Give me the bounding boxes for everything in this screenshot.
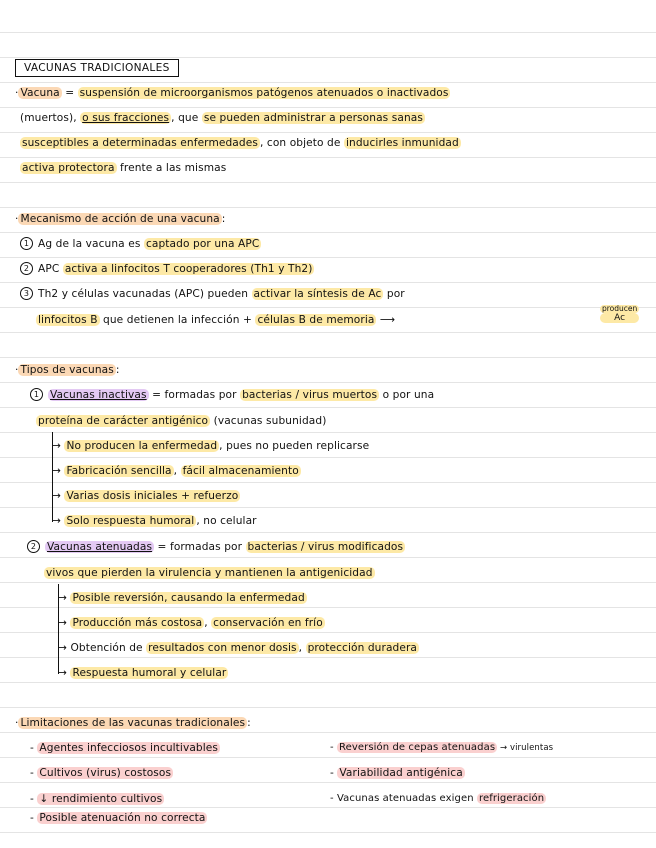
term-vacuna: Vacuna [20,87,60,99]
mechanism-step-1: 1 Ag de la vacuna es captado por una APC [20,237,261,251]
type-1-item: → No producen la enfermedad , pues no pueden replicarse [52,440,370,452]
arrow-right-icon: → [58,592,71,604]
mechanism-step-3-cont: linfocitos B que detienen la infección + células B de memoria ⟶ [38,314,396,326]
type-number: 2 [27,540,40,553]
produce-ac-note: producen Ac [602,304,638,323]
arrow-right-icon: → [52,515,65,527]
type-1-item: → Fabricación sencilla , fácil almacenamiento [52,465,299,477]
type-1-line-1: 1 Vacunas inactivas = formadas por bacterias / virus muertos o por una [30,388,434,402]
step-number: 3 [20,287,33,300]
type-2-item: → Posible reversión, causando la enfermedad [58,592,305,604]
definition-line-2: (muertos), o sus fracciones , que se pueden administrar a personas sanas [20,112,423,124]
type-2-item: → Producción más costosa , conservación en frío [58,617,323,629]
type-2-item: → Obtención de resultados con menor dosis , protección duradera [58,642,418,654]
limitation-right: - Vacunas atenuadas exigen refrigeración [330,793,545,804]
limitation-left: - Posible atenuación no correcta [30,812,206,824]
mechanism-step-2: 2 APC activa a linfocitos T cooperadores (Th1 y Th2) [20,262,314,276]
types-heading: · Tipos de vacunas : [15,364,120,376]
step-number: 1 [20,237,33,250]
step-number: 2 [20,262,33,275]
type-number: 1 [30,388,43,401]
type-1-line-2: proteína de carácter antigénico (vacunas subunidad) [38,415,327,427]
arrow-right-icon: ⟶ [379,314,396,326]
arrow-right-icon: → [58,642,71,654]
limitation-right: - Variabilidad antigénica [330,767,463,779]
definition-line-4: activa protectora frente a las mismas [22,162,227,174]
mechanism-heading: · Mecanismo de acción de una vacuna : [15,213,226,225]
arrow-right-icon: → [58,667,71,679]
arrow-right-icon: → [52,465,65,477]
type-2-line-2: vivos que pierden la virulencia y mantienen la antigenicidad [46,567,373,579]
page-title: VACUNAS TRADICIONALES [15,59,179,77]
type-2-line-1: 2 Vacunas atenuadas = formadas por bacterias / virus modificados [27,540,405,554]
definition-line-1: · Vacuna = suspensión de microorganismos patógenos atenuados o inactivados [15,87,449,99]
definition-line-3: susceptibles a determinadas enfermedades , con objeto de inducirles inmunidad [22,137,459,149]
limitations-heading: · Limitaciones de las vacunas tradicionales : [15,717,251,729]
limitation-left: - ↓ rendimiento cultivos [30,793,163,805]
type-2-name: Vacunas atenuadas [47,541,153,553]
arrow-right-icon: → [52,440,65,452]
type-2-item: → Respuesta humoral y celular [58,667,227,679]
type-1-name: Vacunas inactivas [50,389,147,401]
arrow-right-icon: → [58,617,71,629]
mechanism-step-3: 3 Th2 y células vacunadas (APC) pueden activar la síntesis de Ac por [20,287,405,301]
limitation-left: - Cultivos (virus) costosos [30,767,172,779]
limitation-left: - Agentes infecciosos incultivables [30,742,219,754]
arrow-right-icon: → [52,490,65,502]
type-1-item: → Varias dosis iniciales + refuerzo [52,490,239,502]
type-1-item: → Solo respuesta humoral , no celular [52,515,257,527]
limitation-right: - Reversión de cepas atenuadas → virulentas [330,742,554,753]
